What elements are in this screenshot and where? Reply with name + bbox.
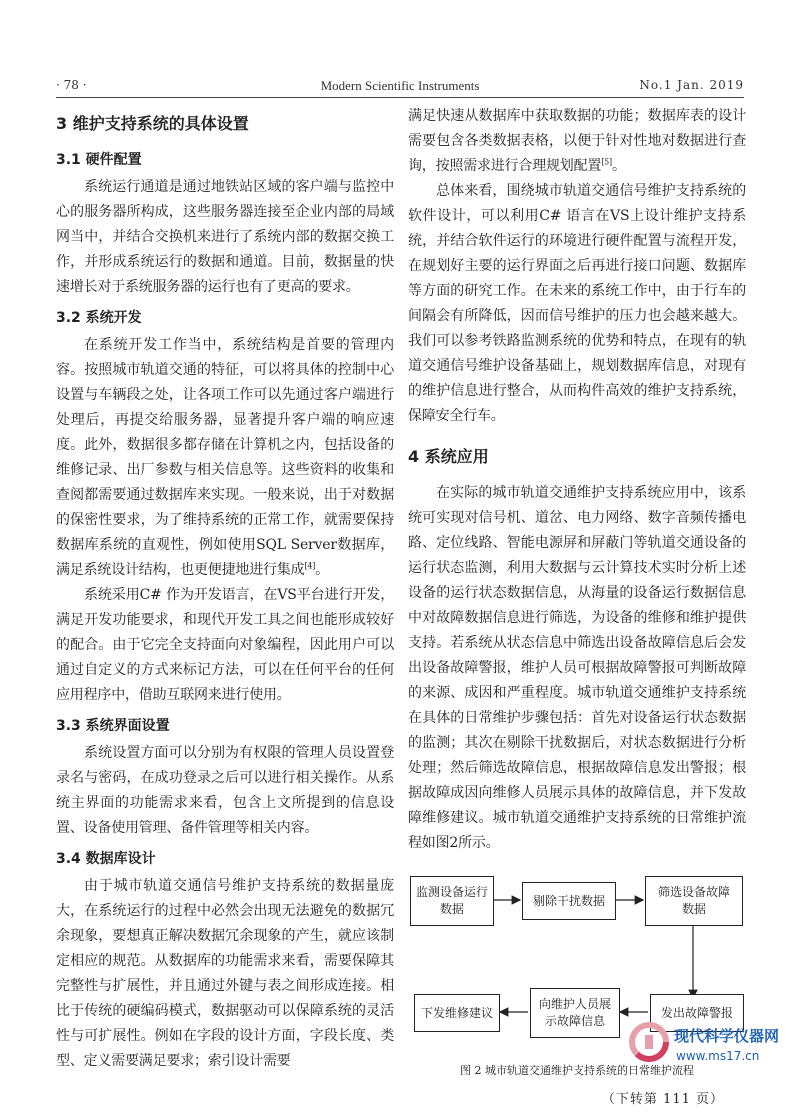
figure-caption: 图 2 城市轨道交通维护支持系统的日常维护流程 bbox=[460, 1064, 694, 1077]
flow-box-screen-faults: 筛选设备故障 数据 bbox=[645, 876, 743, 926]
watermark-name: 现代科学仪器网 bbox=[674, 1027, 780, 1045]
citation-4: [4] bbox=[304, 561, 316, 571]
summary-paragraph: 总体来看，围绕城市轨道交通信号维护支持系统的软件设计，可以利用C# 语言在VS上设计维护支持系统，并结合软件运行的环境进行硬件配置与流程开发，在规划好主要的运行界面之后再进行接口问题、数据库等方面的研究工作。在未来的系统工作中，由于行车的间隔会有所降低，因而信号维护的压力也会越来越大。我们可以参考铁路监测系统的优势和特点，在现有的轨道交通信号维护设备基础上，规划数据库信息，对现有的维护信息进行整合，从而构件高效的维护支持系统，保障安全行车。 bbox=[408, 183, 746, 424]
continued-note: （下转第 111 页） bbox=[601, 1092, 724, 1107]
section-3-4-title: 3.4 数据库设计 bbox=[56, 851, 156, 867]
section-4-title: 4 系统应用 bbox=[408, 447, 489, 466]
section-3-2-paragraph-1: 在系统开发工作当中，系统结构是首要的管理内容。按照城市轨道交通的特征，可以将具体的控制中心设置与车辆段之处，让各项工作可以先通过客户端进行处理后，再提交给服务器，显著提升客户端的响应速度。此外，数据很多都存储在计算机之内，包括设备的维修记录、出厂参数与相关信息等。这些资料的收集和查阅都需要通过数据库来实现。一般来说，出于对数据的保密性要求，为了维持系统的正常工作，就需要保持数据库系统的直观性，例如使用SQL Server数据库，满足系统设计结构，也更便捷地进行集成[4]。 bbox=[56, 337, 394, 578]
flow-box-filter-interference: 剔除干扰数据 bbox=[522, 882, 616, 920]
header-rule bbox=[56, 97, 744, 98]
flow-box-monitor: 监测设备运行 数据 bbox=[410, 876, 494, 926]
section-3-1-title: 3.1 硬件配置 bbox=[56, 152, 142, 168]
left-column bbox=[56, 104, 394, 1074]
right-column bbox=[408, 104, 746, 1112]
page-number: · 78 · bbox=[56, 78, 87, 92]
section-3-title: 3 维护支持系统的具体设置 bbox=[56, 114, 249, 133]
section-3-1-paragraph: 系统运行通道是通过地铁站区域的客户端与监控中心的服务器所构成，这些服务器连接至企业内部的局域网当中，并结合交换机来进行了系统内部的数据交换工作，并形成系统运行的数据和通道。目前，数据量的快速增长对于系统服务器的运行也有了更高的要求。 bbox=[56, 179, 394, 295]
section-4-paragraph: 在实际的城市轨道交通维护支持系统应用中，该系统可实现对信号机、道岔、电力网络、数字音频传播电路、定位线路、智能电源屏和屏蔽门等轨道交通设备的运行状态监测，利用大数据与云计算技术实时分析上述设备的运行状态数据信息，从海量的设备运行数据信息中对故障数据信息进行筛选，为设备的维修和维护提供支持。若系统从状态信息中筛选出设备故障信息后会发出设备故障警报，维护人员可根据故障警报可判断故障的来源、成因和严重程度。城市轨道交通维护支持系统在具体的日常维护步骤包括：首先对设备运行状态数据的监测；其次在剔除干扰数据后，对状态数据进行分析处理；然后筛选故障信息，根据故障信息发出警报；根据故障成因向维修人员展示具体的故障信息，并下发故障维修建议。城市轨道交通维护支持系统的日常维护流程如图2所示。 bbox=[408, 485, 746, 851]
issue-info: No.1 Jan. 2019 bbox=[639, 78, 744, 92]
section-3-2-title: 3.2 系统开发 bbox=[56, 310, 142, 326]
watermark-logo-icon bbox=[628, 1021, 670, 1063]
section-3-2-paragraph-2: 系统采用C# 作为开发语言，在VS平台进行开发，满足开发功能要求，和现代开发工具之间也能形成较好的配合。由于它完全支持面向对象编程，因此用户可以通过自定义的方式来标记方法，可以在任何平台的任何应用程序中，借助互联网来进行使用。 bbox=[56, 587, 394, 703]
watermark-url: www.ms17.cn bbox=[676, 1049, 760, 1063]
citation-5: [5] bbox=[601, 157, 612, 167]
flow-box-repair-advice: 下发维修建议 bbox=[414, 994, 500, 1032]
flow-box-issue-alarm: 发出故障警报 bbox=[650, 994, 744, 1032]
running-header bbox=[56, 78, 744, 98]
site-watermark bbox=[628, 1017, 788, 1075]
flow-box-show-fault-info: 向维护人员展 示故障信息 bbox=[530, 988, 620, 1038]
section-3-3-paragraph: 系统设置方面可以分别为有权限的管理人员设置登录名与密码，在成功登录之后可以进行相关操作。从系统主界面的功能需求来看，包含上文所提到的信息设置、设备使用管理、备件管理等相关内容。 bbox=[56, 745, 394, 836]
journal-name: Modern Scientific Instruments bbox=[320, 78, 480, 93]
section-3-3-title: 3.3 系统界面设置 bbox=[56, 718, 170, 734]
section-3-4-paragraph: 由于城市轨道交通信号维护支持系统的数据量庞大，在系统运行的过程中必然会出现无法避免的数据冗余现象，要想真正解决数据冗余现象的产生，就应该制定相应的规范。从数据库的功能需求来看，需要保障其完整性与扩展性，并且通过外键与表之间形成连接。相比于传统的硬编码模式，数据驱动可以保障系统的灵活性与可扩展性。例如在字段的设计方面，字段长度、类型、定义需要满足要求；索引设计需要 bbox=[56, 878, 394, 1069]
continued-paragraph: 满足快速从数据库中获取数据的功能；数据库表的设计需要包含各类数据表格，以便于针对性地对数据进行查询，按照需求进行合理规划配置[5]。 bbox=[408, 108, 746, 174]
